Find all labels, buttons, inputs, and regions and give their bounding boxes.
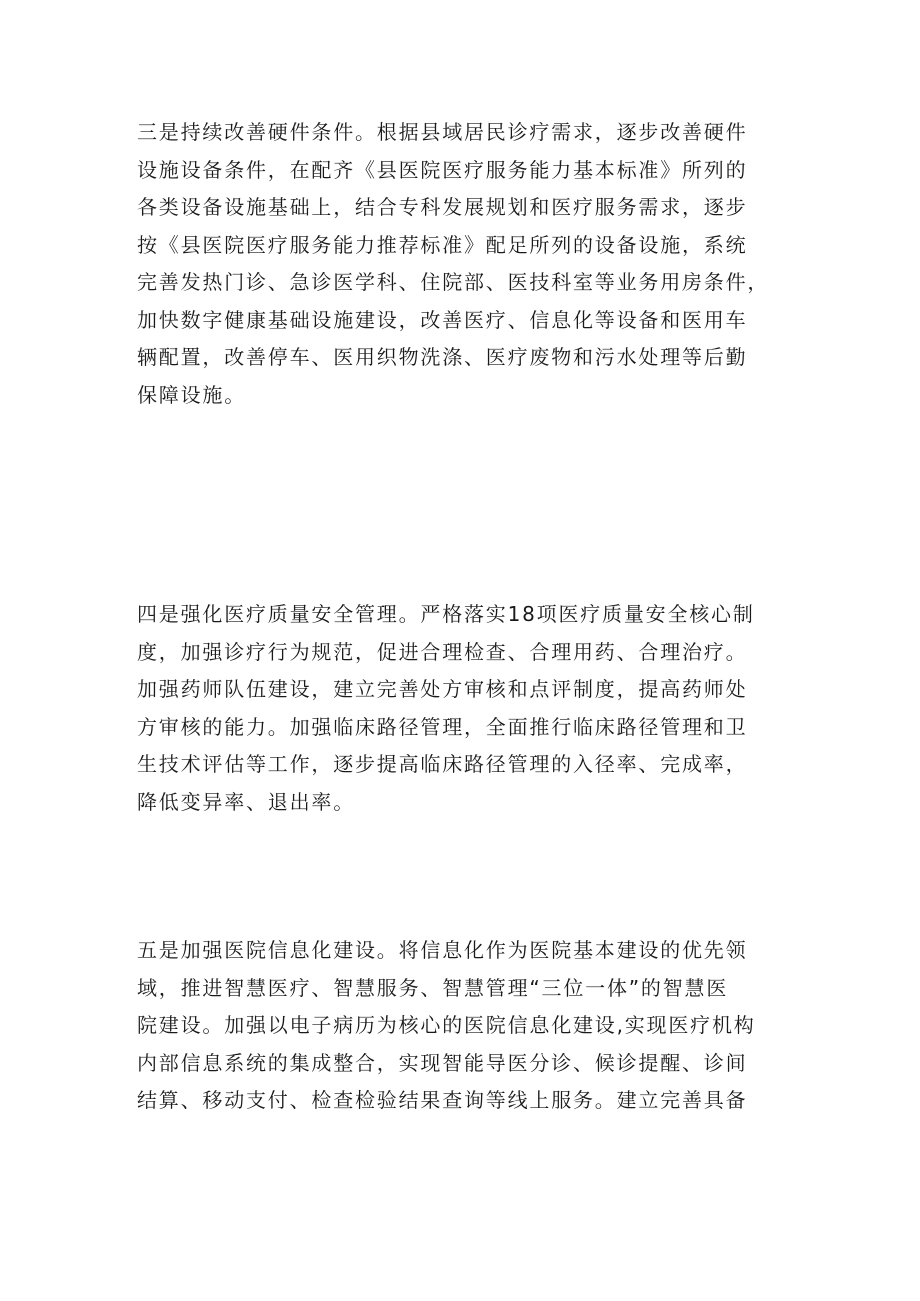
text-line: 三是持续改善硬件条件。根据县域居民诊疗需求，逐步改善硬件: [137, 120, 748, 144]
text-line: 各类设备设施基础上，结合专科发展规划和医疗服务需求，逐步: [137, 195, 748, 219]
text-line: 加快数字健康基础设施建设，改善医疗、信息化等设备和医用车: [137, 307, 748, 332]
text-line: 方审核的能力。加强临床路径管理，全面推行临床路径管理和卫: [137, 714, 748, 739]
text-line: 降低变异率、退出率。: [137, 789, 355, 814]
text-line: 完善发热门诊、急诊医学科、住院部、医技科室等业务用房条件，: [137, 270, 770, 294]
text-line: 域，推进智慧医疗、智慧服务、智慧管理“三位一体”的智慧医: [137, 975, 729, 1000]
text-line: 生技术评估等工作，逐步提高临床路径管理的入径率、完成率，: [137, 752, 748, 776]
text-line: 保障设施。: [137, 382, 246, 407]
text-line: 辆配置，改善停车、医用织物洗涤、医疗废物和污水处理等后勤: [137, 345, 748, 369]
text-line: 设施设备条件，在配齐《县医院医疗服务能力基本标准》所列的: [137, 157, 748, 182]
text-line: 加强药师队伍建设，建立完善处方审核和点评制度，提高药师处: [137, 677, 748, 701]
text-line: 院建设。加强以电子病历为核心的医院信息化建设,实现医疗机构: [137, 1013, 756, 1037]
paragraph-quality-safety: [137, 596, 797, 821]
paragraph-informatization: [137, 932, 797, 1120]
text-line: 度，加强诊疗行为规范，促进合理检查、合理用药、合理治疗。: [137, 639, 748, 664]
text-line: 结算、移动支付、检查检验结果查询等线上服务。建立完善具备: [137, 1088, 748, 1112]
text-line: 按《县医院医疗服务能力推荐标准》配足所列的设备设施，系统: [137, 232, 748, 257]
text-line: 五是加强医院信息化建设。将信息化作为医院基本建设的优先领: [137, 938, 748, 962]
paragraph-hardware-conditions: [137, 114, 797, 414]
text-line: 四是强化医疗质量安全管理。严格落实18项医疗质量安全核心制: [137, 602, 755, 626]
text-line: 内部信息系统的集成整合，实现智能导医分诊、候诊提醒、诊间: [137, 1050, 748, 1075]
